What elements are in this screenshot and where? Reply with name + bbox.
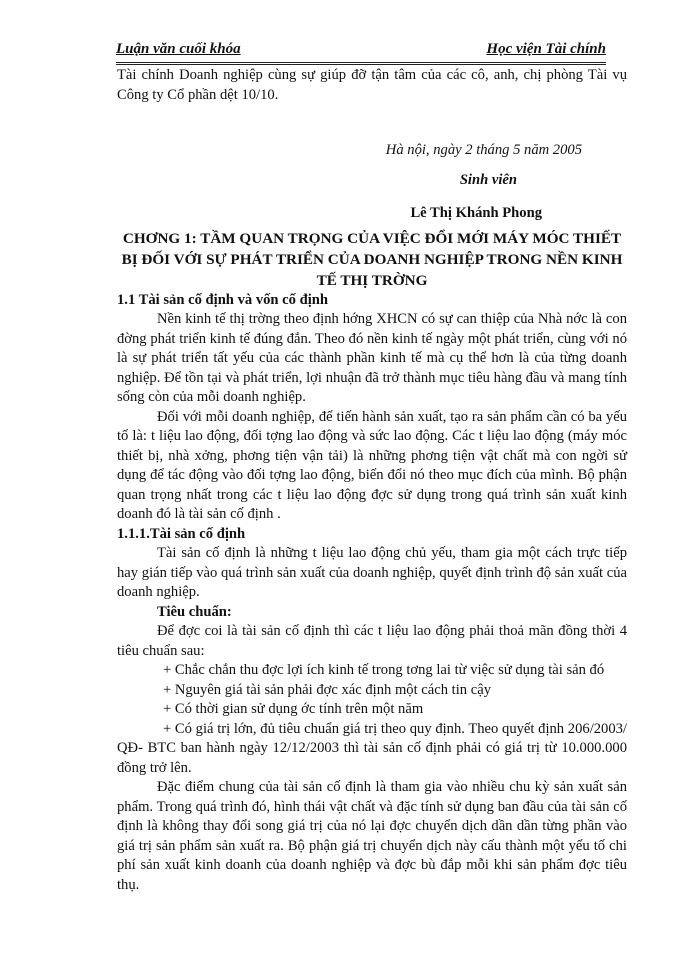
criteria-item: + Chắc chắn thu đợc lợi ích kinh tế trong tơng lai từ việc sử dụng tài sản đó xyxy=(163,662,605,678)
signature-name: Lê Thị Khánh Phong xyxy=(410,205,542,221)
section-1-1-1-heading: 1.1.1.Tài sản cố định xyxy=(117,525,246,542)
criteria-heading: Tiêu chuẩn: xyxy=(157,603,232,620)
chapter-title: CHƠNG 1: TẦM QUAN TRỌNG CỦA VIỆC ĐỔI MỚI MÁY MÓC THIẾT BỊ ĐỐI VỚI SỰ PHÁT TRIỂN CỦA DOANH NGHIỆP TRONG NỀN KINH TẾ THỊ TRỜNG xyxy=(121,229,623,289)
document-body xyxy=(117,66,627,895)
signature-date: Hà nội, ngày 2 tháng 5 năm 2005 xyxy=(385,142,582,158)
header-left-title: Luận văn cuối khóa xyxy=(116,41,241,57)
criteria-item: + Nguyên giá tài sản phải đợc xác định một cách tin cậy xyxy=(163,681,491,698)
section-1-1-1-paragraph-1: Tài sản cố định là những t liệu lao động chủ yếu, tham gia một cách trực tiếp hay gián tiếp vào quá trình sản xuất của doanh nghiệp, quyết định trình độ sản xuất của doanh nghiệp. xyxy=(117,545,627,600)
intro-paragraph: Tài chính Doanh nghiệp cùng sự giúp đỡ tận tâm của các cô, anh, chị phòng Tài vụ Công ty Cổ phần dệt 10/10. xyxy=(117,67,627,103)
section-1-1-1-paragraph-2: Đặc điểm chung của tài sản cố định là tham gia vào nhiều chu kỳ sản xuất sản phẩm. Trong quá trình đó, hình thái vật chất và đặc tính sử dụng ban đầu của tài sản cố định là không thay đổi song giá trị của nó lại đợc chuyển dịch dần dần từng phần vào giá trị sản phẩm sản xuất ra. Bộ phận giá trị chuyển dịch này cấu thành một yếu tố chi phí sản xuất kinh doanh của doanh nghiệp và đợc bù đắp mỗi khi sản phẩm đợc tiêu thụ. xyxy=(117,779,627,893)
signature-role: Sinh viên xyxy=(459,171,517,188)
section-1-1-paragraph-1: Nền kinh tế thị trờng theo định hớng XHCN có sự can thiệp của Nhà nớc là con đờng phát triển kinh tế đúng đắn. Theo đó nền kinh tế ngày một phát triển, cùng với nó là sự phát triển tất yếu của các thành phần kinh tế mà cụ thể hơn là của từng doanh nghiệp. Để tồn tại và phát triển, lợi nhuận đã trở thành mục tiêu hàng đầu và mang tính sống còn của mỗi doanh nghiệp. xyxy=(117,311,627,405)
section-1-1-paragraph-2: Đối với mỗi doanh nghiệp, để tiến hành sản xuất, tạo ra sản phẩm cần có ba yếu tố là: t liệu lao động, đối tợng lao động và sức lao động. Các t liệu lao động (máy móc thiết bị, nhà xởng, phơng tiện vận tải) là những phơng tiện vật chất mà con ngời sử dụng để tác động vào đối tợng lao động, biến đổi nó theo mục đích của mình. Bộ phận quan trọng nhất trong các t liệu lao động đợc sử dụng trong quá trình sản xuất kinh doanh đó là tài sản cố định . xyxy=(117,408,627,522)
section-1-1-heading: 1.1 Tài sản cố định và vốn cố định xyxy=(117,291,329,308)
page-header xyxy=(116,40,606,65)
header-right-title: Học viện Tài chính xyxy=(486,41,606,57)
criteria-intro: Để đợc coi là tài sản cố định thì các t liệu lao động phải thoả mãn đồng thời 4 tiêu chuẩn sau: xyxy=(117,623,627,659)
criteria-item: + Có giá trị lớn, đủ tiêu chuẩn giá trị theo quy định. Theo quyết định 206/2003/ QĐ- BTC ban hành ngày 12/12/2003 thì tài sản cố định phải có giá trị từ 10.000.000 đồng trở lên. xyxy=(117,720,627,776)
criteria-item: + Có thời gian sử dụng ớc tính trên một năm xyxy=(163,701,424,717)
